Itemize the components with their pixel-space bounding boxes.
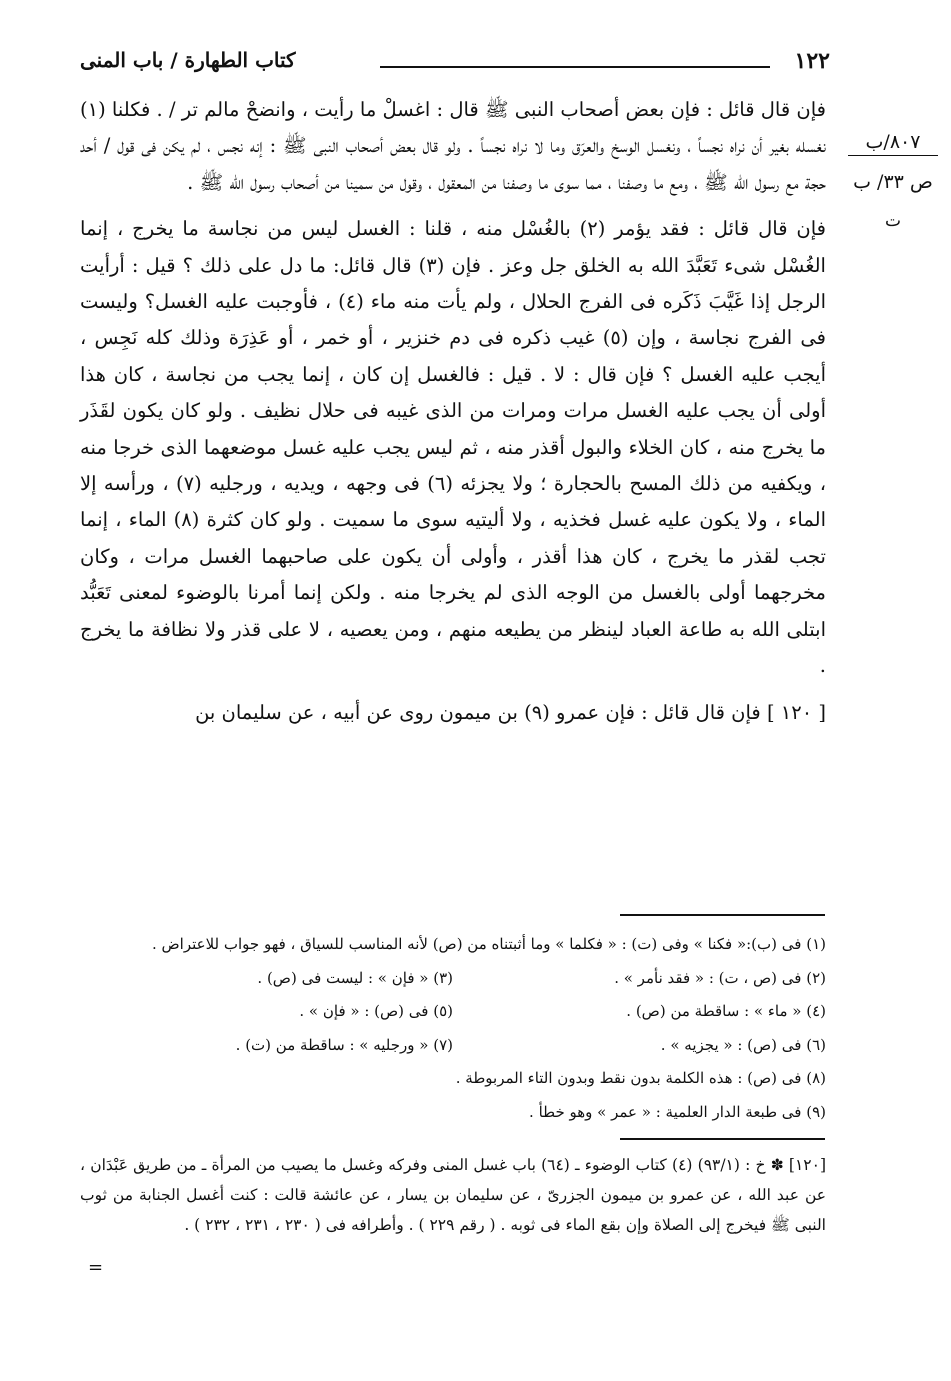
hadith-reference: [١٢٠] ✽ خ : (٩٣/١) (٤) كتاب الوضوء ـ (٦٤) باب غسل المنى وفركه وغسل ما يصيب من المرأة ـ من طريق عَبْدَان ، عن عبد الله ، عن عمرو بن ميمون الجزرىّ ، عن سليمان بن يسار ، عن عائشة قالت : كنت أغسل الجنابة من ثوب النبى ﷺ فيخرج إلى الصلاة وإن بقع الماء فى ثوبه . ( رقم ٢٢٩ ) . وأطرافه فى ( ٢٣٠ ، ٢٣١ ، ٢٣٢ ) .: [80, 1156, 826, 1234]
header-rule: [380, 66, 770, 68]
footnote-8: (٨) فى (ص) : هذه الكلمة بدون نقط وبدون التاء المربوطة .: [455, 1069, 826, 1087]
footnote-9: (٩) فى طبعة الدار العلمية : « عمر » وهو خطأ .: [529, 1102, 826, 1121]
main-text: [80, 92, 826, 741]
margin-note-folio-b: ٨٠٧/ب: [848, 132, 938, 156]
footnote-1: (١) فى (ب):« فكنا » وفى (ت) : « فكلما » وما أثبتناه من (ص) لأنه المناسب للسياق ، فهو جواب للاعتراض .: [152, 935, 826, 953]
footnote-6: (٦) فى (ص) : « يجزيه » .: [660, 1035, 826, 1054]
page-header: [80, 46, 830, 86]
footnote-5: (٥) فى (ص) : « فإن » .: [299, 1002, 453, 1020]
reference-separator: [620, 1138, 825, 1140]
margin-note-sad: ص ٣٣/ ب: [853, 171, 933, 193]
running-title: كتاب الطهارة / باب المنى: [80, 48, 296, 72]
margin-note-ta: ت: [884, 211, 901, 231]
paragraph-2: فإن قال قائل : فقد يؤمر (٢) بالغُسْل منه ، قلنا : الغسل ليس من نجاسة ما يخرج ، إنما الغُسْل شىء تَعَبَّدَ الله به الخلق جل وعز . فإن (٣) قال قائل: ما دل على ذلك ؟ قيل : أرأيت الرجل إذا غَيَّبَ ذَكَره فى الفرج الحلال ، ولم يأت منه ماء (٤) ، فأوجبت عليه الغسل؟ وليست فى الفرج نجاسة ، وإن (٥) غيب ذكره فى دم خنزير ، أو خمر ، أو عَذِرَة وذلك كله نَجِس ، أيجب عليه الغسل ؟ فإن قال : لا . قيل : فالغسل إن كان ، إنما يجب من نجاسة ، كان هذا أولى أن يجب عليه الغسل مرات ومرات من الذى غيبه فى حلال نظيف . ولو كان يكون لقَذَر ما يخرج منه ، كان الخلاء والبول أقذر منه ، ثم ليس يجب عليه غسل موضعهما الذى خرجا منه ، ويكفيه من ذلك المسح بالحجارة ؛ ولا يجزئه (٦) فى وجهه ، ويديه ، ورجليه (٧) ، ورأسه إلا الماء ، ولا يكون عليه غسل فخذيه ، ولا أليتيه سوى ما سميت . ولو كان كثرة (٨) الماء ، إنما تجب لقذر ما يخرج ، كان هذا أقذر ، وأولى أن يكون على صاحبهما الغسل مرات ، وكان مخرجهما أولى بالغسل من الوجه الذى لم يخرجا منه . ولكن إنما أمرنا بالوضوء لمعنى تَعَبُّد ابتلى الله به طاعة العباد لينظر من يطيعه منهم ، ومن يعصيه ، لا على قذر ولا نظافة ما يخرج .: [80, 217, 827, 678]
footnote-4: (٤) « ماء » : ساقطة من (ص) .: [626, 1002, 826, 1020]
footnote-row: [80, 962, 826, 996]
page-number: ١٢٢: [794, 48, 830, 74]
paragraph-3: [ ١٢٠ ] فإن قال قائل : فإن عمرو (٩) بن ميمون روى عن أبيه ، عن سليمان بن: [195, 700, 826, 724]
footnote-separator: [620, 914, 825, 916]
footnote-row: [80, 1029, 826, 1063]
paragraph-1: فإن قال قائل : فإن بعض أصحاب النبى ﷺ قال : اغسلْ ما رأيت ، وانضحْ مالم تر / . فكلنا (١) نغسله بغير أن نراه نجساً ، ونغسل الوسخ والعرَق وما لا نراه نجساً . ولو قال بعض أصحاب النبى ﷺ : إنه نجس ، لم يكن فى قول / أحد حجة مع رسول الله ﷺ ، ومع ما وصفنا ، مما سوى ما وصفنا من المعقول ، وقول من سمينا من أصحاب رسول الله ﷺ .: [80, 98, 826, 194]
footnote-row: [80, 995, 826, 1029]
footnote-7: (٧) « ورجليه » : ساقطة من (ت) .: [235, 1035, 453, 1054]
footnote-3: (٣) « فإن » : ليست فى (ص) .: [257, 968, 453, 987]
footnotes: [80, 928, 826, 1129]
footnote-2: (٢) فى (ص ، ت) : « فقد نأمر » .: [614, 968, 826, 987]
continuation-mark: =: [88, 1257, 104, 1278]
